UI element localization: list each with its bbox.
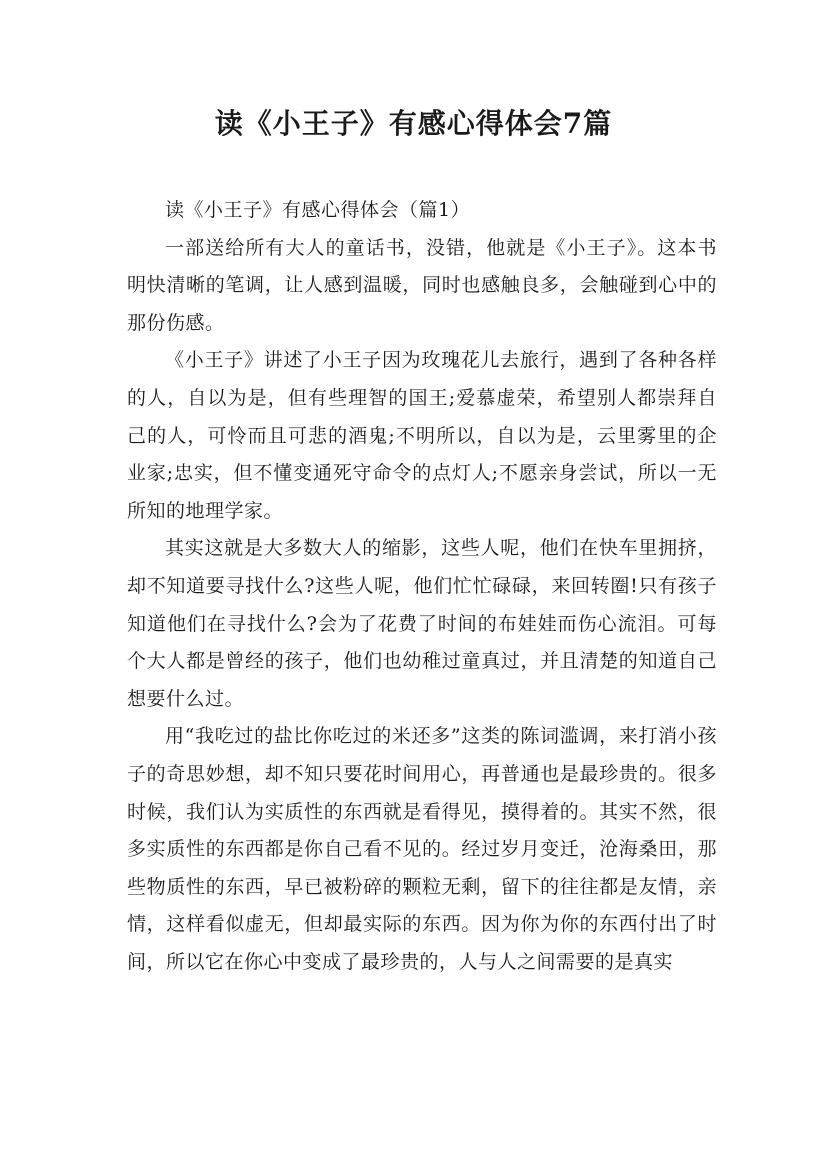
document-body bbox=[127, 192, 717, 981]
paragraph-4: 用“我吃过的盐比你吃过的米还多”这类的陈词滥调，来打消小孩子的奇思妙想，却不知只要花时间用心，再普通也是最珍贵的。很多时候，我们认为实质性的东西就是看得见，摸得着的。其实不然，很多实质性的东西都是你自己看不见的。经过岁月变迁，沧海桑田，那些物质性的东西，早已被粉碎的颗粒无剩，留下的往往都是友情，亲情，这样看似虚无，但却最实际的东西。因为你为你的东西付出了时间，所以它在你心中变成了最珍贵的，人与人之间需要的是真实 bbox=[127, 725, 717, 973]
document-title: 读《小王子》有感心得体会7篇 bbox=[214, 107, 613, 140]
paragraph-3: 其实这就是大多数大人的缩影，这些人呢，他们在快车里拥挤，却不知道要寻找什么?这些人呢，他们忙忙碌碌，来回转圈!只有孩子知道他们在寻找什么?会为了花费了时间的布娃娃而伤心流泪。可每个大人都是曾经的孩子，他们也幼稚过童真过，并且清楚的知道自己想要什么过。 bbox=[127, 537, 717, 710]
paragraph-2: 《小王子》讲述了小王子因为玫瑰花儿去旅行，遇到了各种各样的人，自以为是，但有些理智的国王;爱慕虚荣，希望别人都崇拜自己的人，可怜而且可悲的酒鬼;不明所以，自以为是，云里雾里的企业家;忠实，但不懂变通死守命令的点灯人;不愿亲身尝试，所以一无所知的地理学家。 bbox=[127, 349, 717, 522]
section-heading: 读《小王子》有感心得体会（篇1） bbox=[165, 199, 471, 221]
paragraph-1: 一部送给所有大人的童话书，没错，他就是《小王子》。这本书明快清晰的笔调，让人感到温暖，同时也感触良多，会触碰到心中的那份伤感。 bbox=[127, 236, 717, 334]
